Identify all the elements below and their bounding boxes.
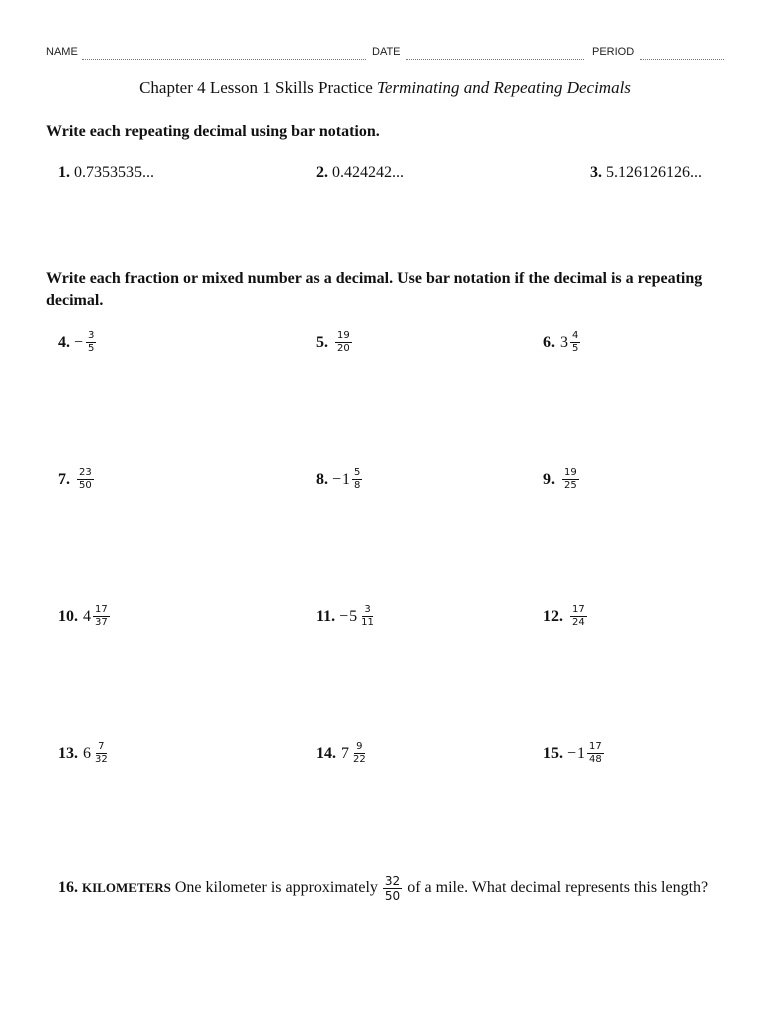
problem-whole: 3 xyxy=(560,333,568,351)
numerator: 9 xyxy=(356,741,363,752)
name-line xyxy=(82,59,366,60)
problem-2 xyxy=(316,164,404,182)
problem-11 xyxy=(316,604,377,629)
problem-6 xyxy=(543,330,581,355)
fraction xyxy=(335,330,352,355)
problem-label: 2. xyxy=(316,164,328,181)
worksheet-header xyxy=(46,46,724,62)
denominator: 5 xyxy=(572,343,579,354)
problem-3 xyxy=(590,164,702,182)
problem-label: 1. xyxy=(58,164,70,181)
problem-whole: 7 xyxy=(341,744,349,762)
problem-label: 5. xyxy=(316,333,328,351)
word-problem-16 xyxy=(46,874,736,903)
problem-14 xyxy=(316,741,369,766)
numerator: 17 xyxy=(95,604,108,615)
numerator: 17 xyxy=(572,604,585,615)
date-label: DATE xyxy=(372,46,401,58)
page-title xyxy=(0,78,770,98)
problem-value: 5.126126126... xyxy=(606,164,702,181)
name-label: NAME xyxy=(46,46,78,58)
problem-7 xyxy=(58,467,95,492)
problem-sign: − xyxy=(339,607,349,625)
denominator: 37 xyxy=(95,617,108,628)
period-line xyxy=(640,59,724,60)
denominator: 20 xyxy=(337,343,350,354)
numerator: 4 xyxy=(572,330,579,341)
problem-sign: − xyxy=(332,470,342,488)
numerator: 5 xyxy=(354,467,361,478)
problem-whole: 5 xyxy=(349,607,358,625)
denominator: 5 xyxy=(88,343,95,354)
problem-label: 4. xyxy=(58,333,70,351)
problem-sign: − xyxy=(567,744,577,762)
problem-sign: − xyxy=(74,333,84,351)
problem-label: 3. xyxy=(590,164,602,181)
problem-9 xyxy=(543,467,580,492)
problem-label: 9. xyxy=(543,470,555,488)
problem-label: 6. xyxy=(543,333,555,351)
problem-label: 10. xyxy=(58,607,78,625)
fraction xyxy=(86,330,96,355)
problem-label: 12. xyxy=(543,607,563,625)
numerator: 3 xyxy=(364,604,371,615)
denominator: 11 xyxy=(361,617,374,628)
problem-13 xyxy=(58,741,111,766)
problem-label: 11. xyxy=(316,607,336,625)
problem-15 xyxy=(543,741,605,766)
fraction xyxy=(351,741,368,766)
problem-label: 8. xyxy=(316,470,328,488)
problem-label: 14. xyxy=(316,744,336,762)
numerator: 19 xyxy=(564,467,577,478)
problem-category: KILOMETERS xyxy=(82,880,171,896)
problem-label: 13. xyxy=(58,744,78,762)
denominator: 25 xyxy=(564,480,577,491)
section1-instruction: Write each repeating decimal using bar notation. xyxy=(46,123,380,140)
problem-label: 15. xyxy=(543,744,563,762)
numerator: 32 xyxy=(384,874,401,888)
title-main: Chapter 4 Lesson 1 Skills Practice xyxy=(139,78,378,97)
denominator: 50 xyxy=(384,889,401,903)
problem-whole: 1 xyxy=(577,744,586,762)
fraction xyxy=(570,604,587,629)
problem-1 xyxy=(58,164,154,182)
title-italic: Terminating and Repeating Decimals xyxy=(377,78,631,97)
fraction xyxy=(352,467,362,492)
fraction xyxy=(587,741,604,766)
fraction xyxy=(562,467,579,492)
problem-whole: 6 xyxy=(83,744,91,762)
problem-value: 0.424242... xyxy=(332,164,404,181)
problem-text-after: of a mile. What decimal represents this length? xyxy=(403,879,709,897)
problem-5 xyxy=(316,330,353,355)
denominator: 24 xyxy=(572,617,585,628)
fraction xyxy=(77,467,94,492)
numerator: 3 xyxy=(88,330,95,341)
problem-text-before: One kilometer is approximately xyxy=(170,879,382,897)
problem-whole: 4 xyxy=(83,607,91,625)
fraction xyxy=(359,604,376,629)
problem-label: 7. xyxy=(58,470,70,488)
numerator: 23 xyxy=(79,467,92,478)
problem-12 xyxy=(543,604,588,629)
problem-4 xyxy=(58,330,97,355)
problem-value: 0.7353535... xyxy=(74,164,154,181)
problem-whole: 1 xyxy=(342,470,351,488)
section2-instruction: Write each fraction or mixed number as a decimal. Use bar notation if the decimal is a repeating decimal. xyxy=(46,270,703,309)
denominator: 50 xyxy=(79,480,92,491)
period-label: PERIOD xyxy=(592,46,635,58)
fraction xyxy=(93,604,110,629)
problem-10 xyxy=(58,604,111,629)
numerator: 7 xyxy=(98,741,105,752)
fraction xyxy=(383,874,402,903)
denominator: 32 xyxy=(95,754,108,765)
problem-8 xyxy=(316,467,363,492)
fraction xyxy=(93,741,110,766)
denominator: 48 xyxy=(589,754,602,765)
date-line xyxy=(406,59,584,60)
fraction xyxy=(570,330,580,355)
numerator: 19 xyxy=(337,330,350,341)
problem-label: 16. xyxy=(58,879,78,897)
numerator: 17 xyxy=(589,741,602,752)
denominator: 8 xyxy=(354,480,361,491)
denominator: 22 xyxy=(353,754,366,765)
